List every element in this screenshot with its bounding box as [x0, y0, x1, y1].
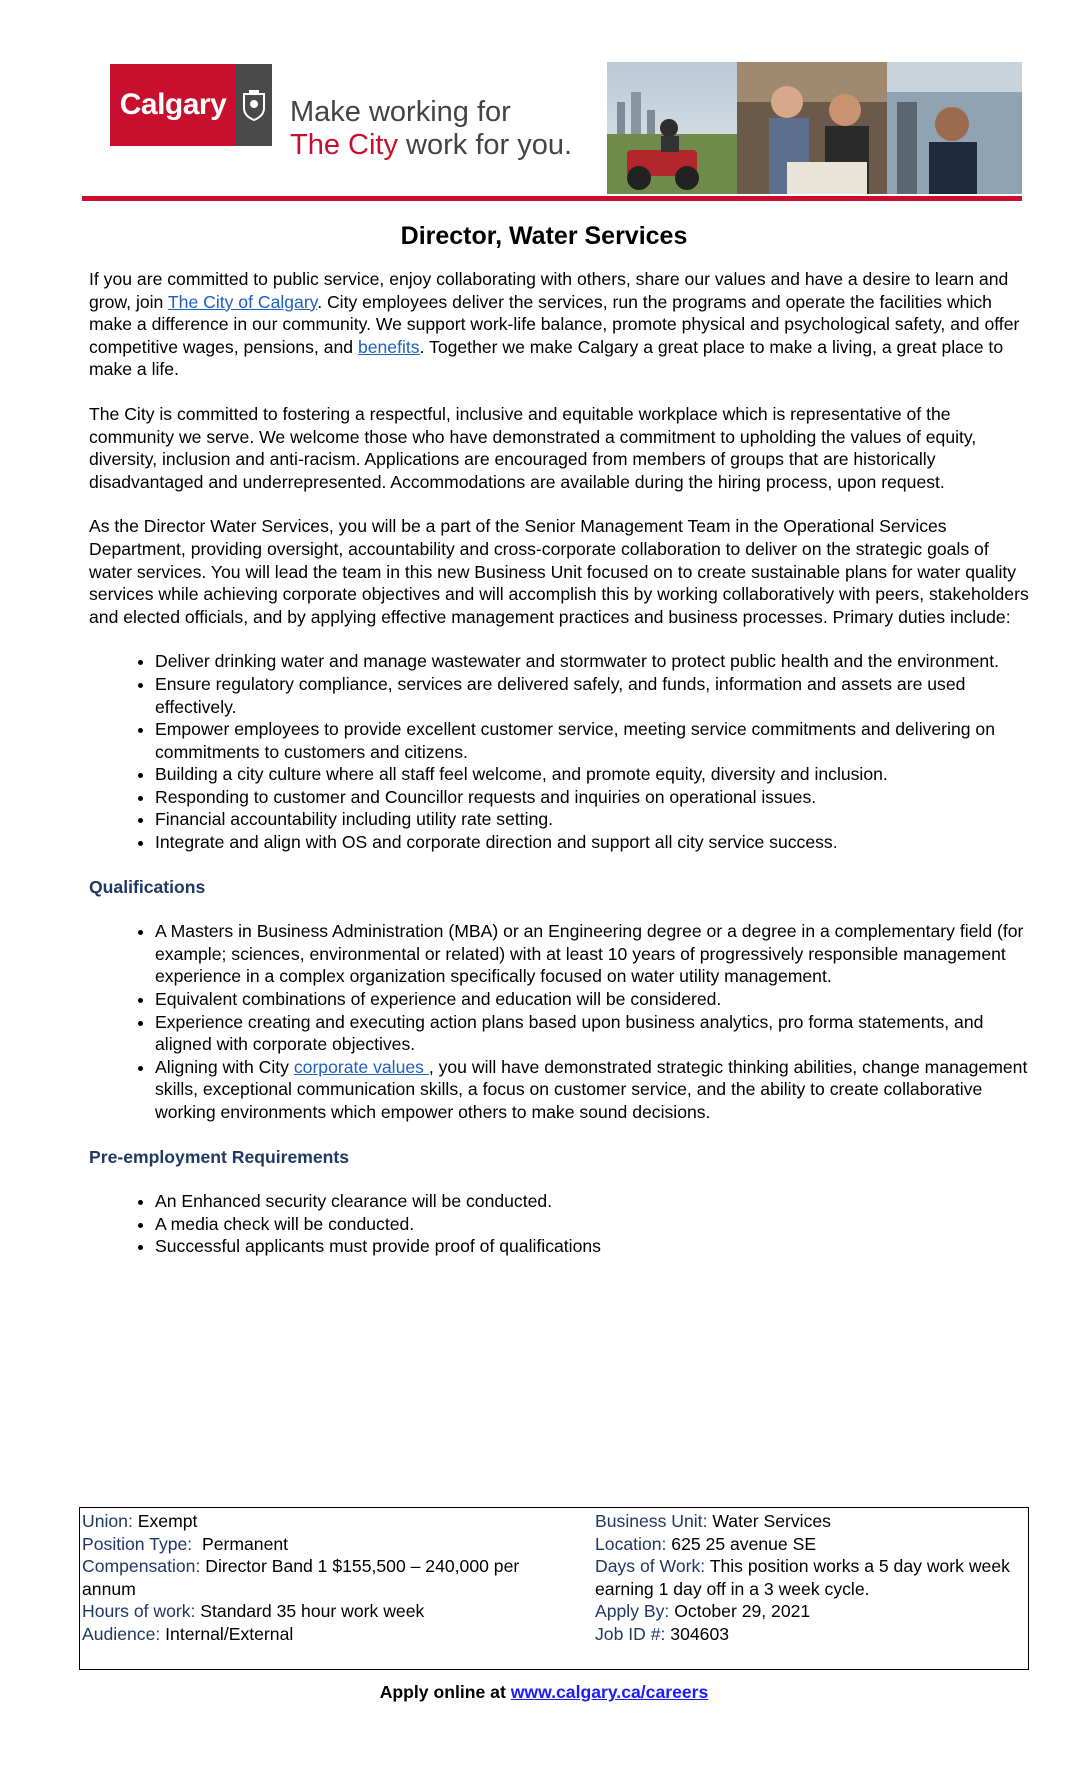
list-item: [155, 1056, 1029, 1124]
apply-by-label: Apply By:: [595, 1601, 670, 1622]
list-item: • A media check will be conducted.: [155, 1213, 1029, 1236]
header-banner: [82, 62, 1022, 202]
slogan-line-2: [290, 129, 572, 162]
list-item: • Ensure regulatory compliance, services are delivered safely, and funds, information and assets are used effectively.: [155, 673, 1029, 718]
union-value: Exempt: [132, 1511, 198, 1531]
apply-by-value: October 29, 2021: [669, 1601, 811, 1622]
pre-employment-heading: Pre-employment Requirements: [89, 1146, 350, 1167]
header-rule: [82, 196, 1022, 201]
qual-text-b: , you will have demonstrated strategic thinking abilities, change management skills, exceptional communication skills, a focus on customer service, and the ability to create collaborative working environments which empower others to make sound decisions.: [155, 1056, 1028, 1122]
main-content: [89, 268, 1029, 1280]
list-item: • Integrate and align with OS and corporate direction and support all city service success.: [155, 831, 1029, 854]
apply-footer: [0, 1682, 1088, 1703]
position-type-row: [82, 1533, 552, 1556]
business-unit-value: Water Services: [707, 1511, 831, 1531]
slogan: [290, 96, 572, 162]
compensation-value: Director Band 1 $155,500 – 240,000 per annum: [82, 1556, 520, 1599]
duties-list: [89, 650, 1029, 853]
intro-paragraph-1: [89, 268, 1029, 381]
hours-label: Hours of work:: [82, 1601, 196, 1622]
logo-text: Calgary: [119, 88, 227, 121]
compensation-row: [82, 1555, 552, 1600]
location-row: [595, 1533, 1015, 1556]
days-of-work-row: [595, 1555, 1015, 1600]
business-unit-row: [595, 1510, 1015, 1533]
crest-icon: [236, 64, 272, 146]
header-photo: [607, 62, 1022, 194]
position-type-label: Position Type:: [82, 1533, 193, 1554]
job-info-box: [79, 1507, 1029, 1670]
intro-text-b: . City employees deliver the services, run the programs and operate the facilities which make a difference in our community. We support work-life balance, promote physical and psychological safety, and offer competitive wages, pensions, and: [89, 291, 1020, 357]
list-item: • Responding to customer and Councillor requests and inquiries on operational issues.: [155, 786, 1029, 809]
days-of-work-label: Days of Work:: [595, 1556, 706, 1577]
qualifications-heading: Qualifications: [89, 876, 206, 897]
list-item: • A Masters in Business Administration (MBA) or an Engineering degree or a degree in a complementary field (for example; sciences, environmental or related) with at least 10 years of progressively responsible management experience in a complex organization specifically focused on water utility management.: [155, 920, 1029, 988]
days-of-work-value: This position works a 5 day work week earning 1 day off in a 3 week cycle.: [595, 1556, 1010, 1599]
corporate-values-link[interactable]: corporate values: [293, 1056, 429, 1077]
job-id-row: [595, 1623, 1015, 1646]
careers-link[interactable]: www.calgary.ca/careers: [510, 1682, 709, 1702]
list-item: • An Enhanced security clearance will be conducted.: [155, 1190, 1029, 1213]
list-item: • Equivalent combinations of experience and education will be considered.: [155, 988, 1029, 1011]
hours-row: [82, 1600, 552, 1623]
info-column-left: [82, 1510, 552, 1646]
slogan-rest-text: work for you.: [397, 129, 573, 161]
job-id-label: Job ID #:: [595, 1623, 666, 1644]
union-row: [82, 1510, 552, 1533]
audience-value: Internal/External: [160, 1623, 294, 1644]
list-item: • Building a city culture where all staff feel welcome, and promote equity, diversity and inclusion.: [155, 763, 1029, 786]
list-item: • Experience creating and executing action plans based upon business analytics, pro forma statements, and aligned with corporate objectives.: [155, 1011, 1029, 1056]
audience-label: Audience:: [82, 1623, 161, 1644]
audience-row: [82, 1623, 552, 1646]
list-item: • Empower employees to provide excellent customer service, meeting service commitments and delivering on commitments to customers and citizens.: [155, 718, 1029, 763]
apply-by-row: [595, 1600, 1015, 1623]
apply-text: Apply online at: [379, 1682, 511, 1702]
calgary-logo: [110, 64, 236, 146]
job-id-value: 304603: [665, 1623, 730, 1644]
compensation-label: Compensation:: [82, 1556, 201, 1577]
location-label: Location:: [595, 1533, 667, 1554]
union-label: Union:: [82, 1511, 133, 1531]
qual-text-a: Aligning with City: [155, 1056, 294, 1077]
list-item: • Successful applicants must provide proof of qualifications: [155, 1235, 1029, 1258]
pre-employment-list: [89, 1190, 1029, 1258]
intro-paragraph-2: The City is committed to fostering a respectful, inclusive and equitable workplace which is representative of the community we serve. We welcome those who have demonstrated a commitment to upholding the values of equity, diversity, inclusion and anti-racism. Applications are encouraged from members of groups that are historically disadvantaged and underrepresented. Accommodations are available during the hiring process, upon request.: [89, 403, 977, 492]
city-of-calgary-link[interactable]: The City of Calgary: [167, 291, 318, 312]
list-item: • Deliver drinking water and manage wastewater and stormwater to protect public health and the environment.: [155, 650, 1029, 673]
hours-value: Standard 35 hour work week: [195, 1601, 425, 1622]
list-item: • Financial accountability including utility rate setting.: [155, 808, 1029, 831]
intro-text-a: If you are committed to public service, enjoy collaborating with others, share our values and have a desire to learn and grow, join: [89, 269, 1009, 312]
position-type-value: Permanent: [192, 1533, 289, 1554]
slogan-red-text: The City: [290, 129, 398, 161]
business-unit-label: Business Unit:: [595, 1511, 708, 1531]
benefits-link[interactable]: benefits: [357, 336, 420, 357]
page-title: Director, Water Services: [400, 222, 688, 250]
intro-paragraph-3: As the Director Water Services, you will be a part of the Senior Management Team in the Operational Services Department, providing oversight, accountability and cross-corporate collaboration to deliver on the strategic goals of water services. You will lead the team in this new Business Unit focused on to create sustainable plans for water quality services while achieving corporate objectives and will accomplish this by working collaboratively with peers, stakeholders and elected officials, and by applying effective management practices and business processes. Primary duties include:: [89, 516, 1029, 627]
qualifications-list: [89, 920, 1029, 1123]
slogan-line-1: Make working for: [290, 96, 511, 128]
intro-text-c: . Together we make Calgary a great place to make a living, a great place to make a life.: [89, 336, 1004, 380]
location-value: 625 25 avenue SE: [666, 1533, 817, 1554]
info-column-right: [595, 1510, 1015, 1646]
